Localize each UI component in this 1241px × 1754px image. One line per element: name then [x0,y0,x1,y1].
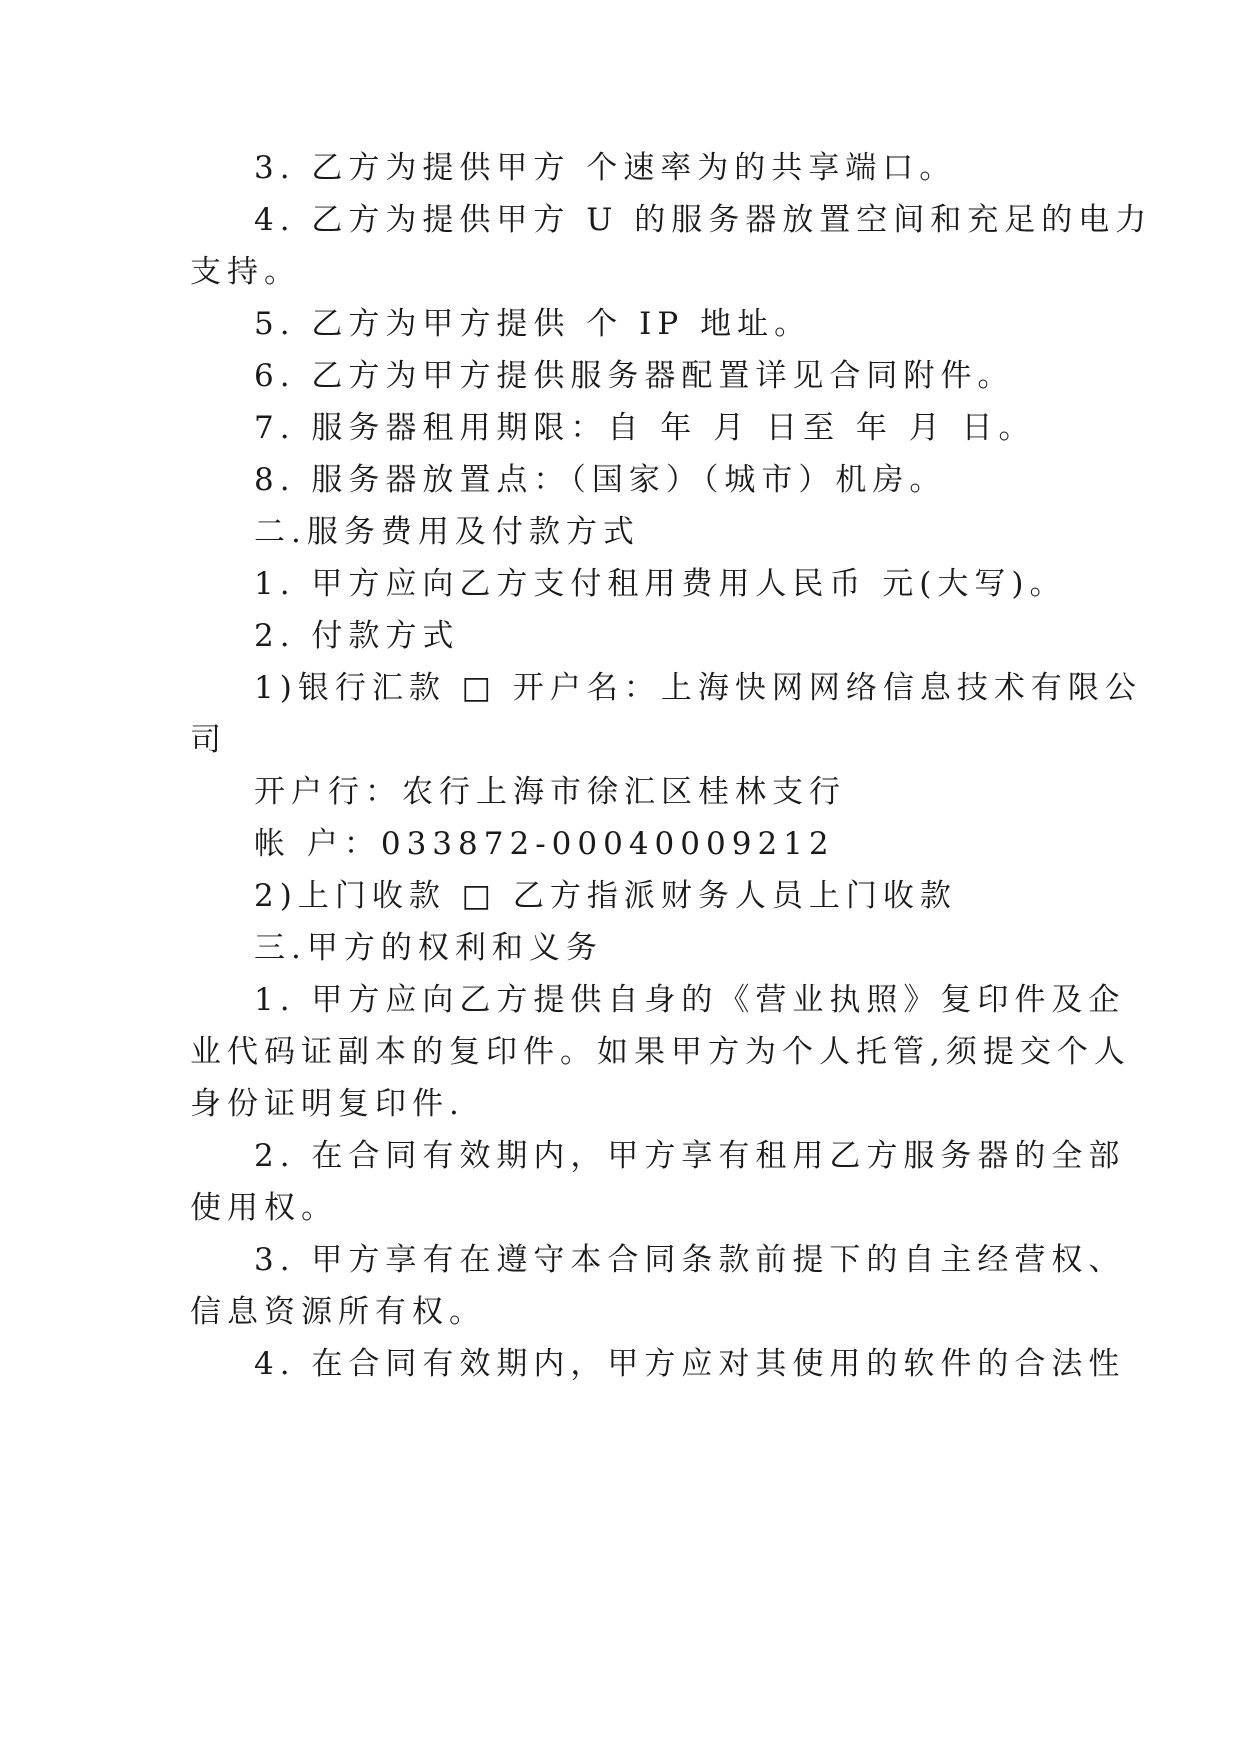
text-line: 支持。 [190,254,301,290]
text-line: 业代码证副本的复印件。如果甲方为个人托管,须提交个人 [190,1034,1131,1070]
section-heading: 三.甲方的权利和义务 [254,930,603,966]
text-line: 帐 户：033872-00040009212 [254,826,835,862]
text-line: 7. 服务器租用期限：自 年 月 日至 年 月 日。 [254,410,1036,446]
text-line: 2. 在合同有效期内，甲方享有租用乙方服务器的全部 [254,1138,1126,1174]
text-line: 使用权。 [190,1190,338,1226]
text-line: 8. 服务器放置点：（国家）（城市）机房。 [254,462,947,498]
text-line: 4. 在合同有效期内，甲方应对其使用的软件的合法性 [254,1346,1126,1382]
text-line: 3. 乙方为提供甲方 个速率为的共享端口。 [254,150,957,186]
text-line: 3. 甲方享有在遵守本合同条款前提下的自主经营权、 [254,1242,1126,1278]
text-line: 2. 付款方式 [254,618,460,654]
text-line: 身份证明复印件. [190,1086,465,1122]
section-heading: 二.服务费用及付款方式 [254,514,640,550]
text-line: 2)上门收款 □ 乙方指派财务人员上门收款 [254,878,957,914]
text-line: 司 [190,722,227,758]
text-line: 5. 乙方为甲方提供 个 IP 地址。 [254,306,812,342]
text-line: 开户行：农行上海市徐汇区桂林支行 [254,774,846,810]
text-line: 信息资源所有权。 [190,1294,486,1330]
text-line: 1. 甲方应向乙方支付租用费用人民币 元(大写)。 [254,566,1067,602]
text-line: 6. 乙方为甲方提供服务器配置详见合同附件。 [254,358,1015,394]
text-line: 1. 甲方应向乙方提供自身的《营业执照》复印件及企 [254,982,1126,1018]
text-line: 1)银行汇款 □ 开户名：上海快网网络信息技术有限公 [254,670,1142,706]
text-line: 4. 乙方为提供甲方 U 的服务器放置空间和充足的电力 [254,202,1153,238]
